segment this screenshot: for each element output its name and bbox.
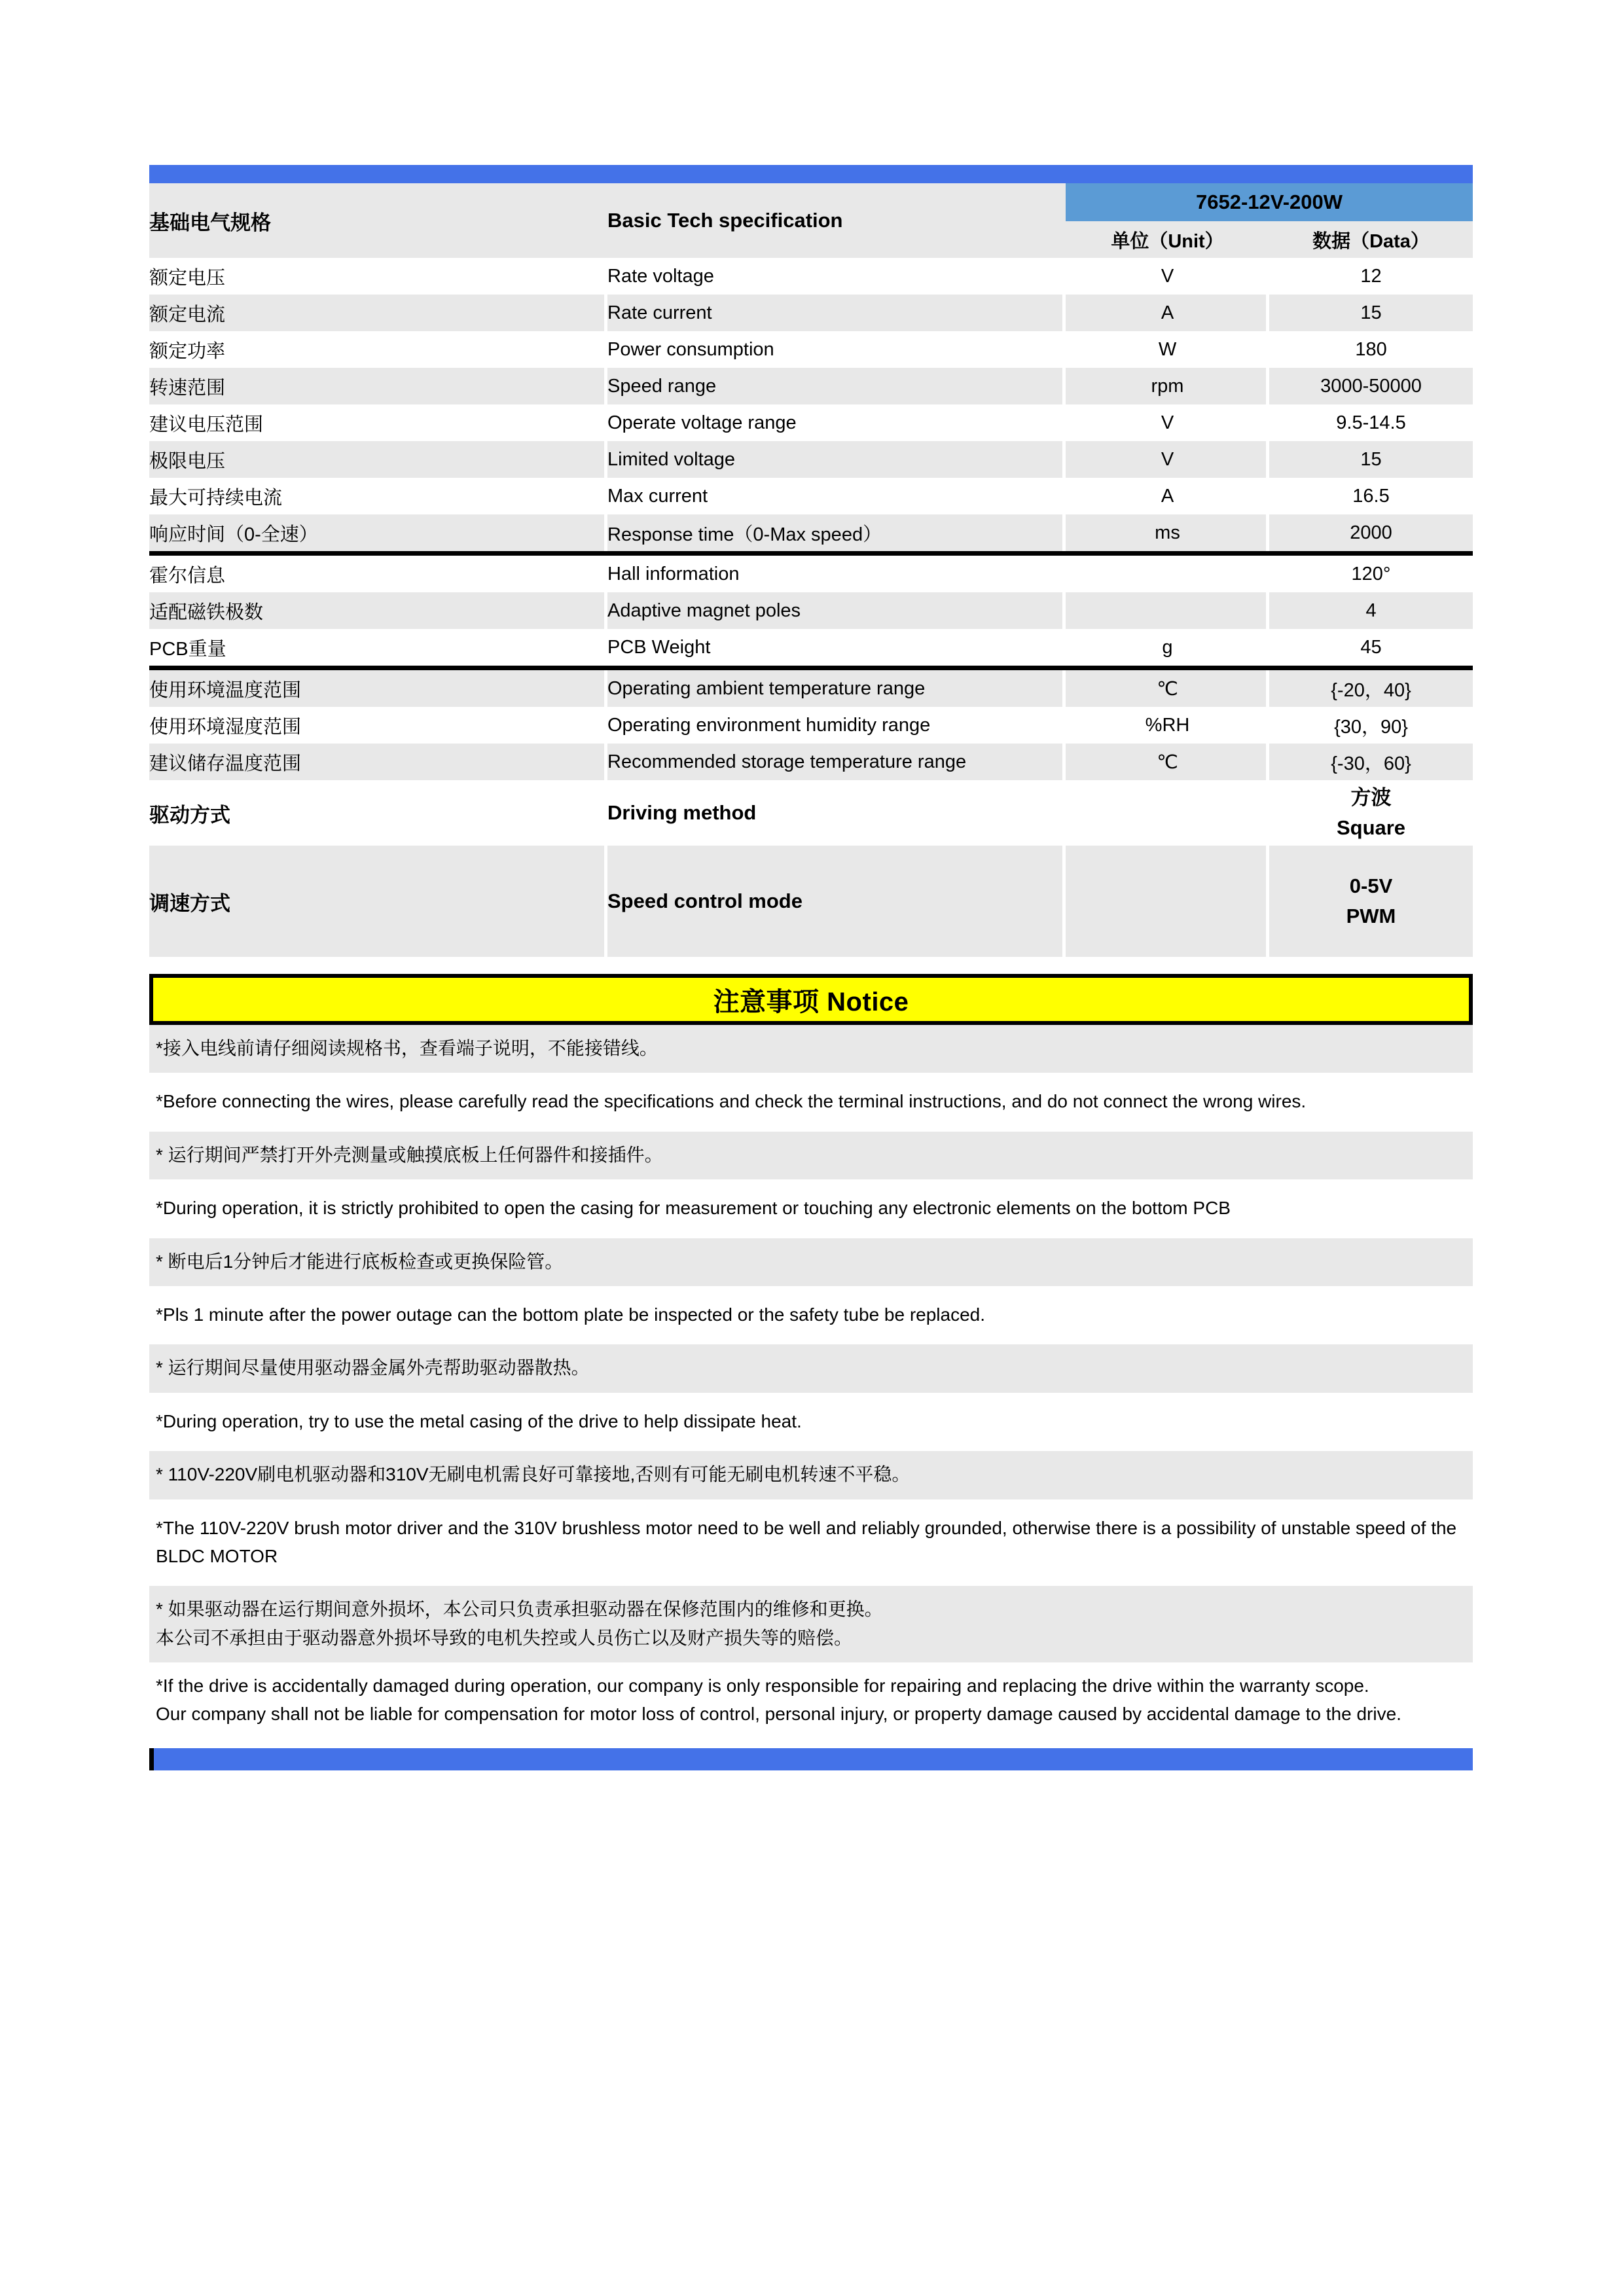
table-row [149,707,1473,744]
row-label-cn: 转速范围 [149,368,607,404]
row-unit [1066,554,1269,593]
notice-item: * 断电后1分钟后才能进行底板检查或更换保险管。 [149,1238,1473,1286]
header-unit-label: 单位（Unit） [1066,221,1269,258]
notice-item: * 110V-220V刷电机驱动器和310V无刷电机需良好可靠接地,否则有可能无刷电机转速不平稳。 [149,1451,1473,1499]
row-unit: W [1066,331,1269,368]
row-label-cn: 响应时间（0-全速） [149,514,607,554]
notice-item: *If the drive is accidentally damaged during operation, our company is only responsible for repairing and replacing the drive within the warranty scope. Our company shall not be liable for compensation for motor loss of control, personal injury, or property damage caused by accidental damage to the drive. [149,1662,1473,1739]
row-label-cn: PCB重量 [149,629,607,668]
row-data: 15 [1269,441,1473,478]
row-unit: V [1066,258,1269,295]
header-model-name: 7652-12V-200W [1066,183,1473,221]
row-label-cn: 建议储存温度范围 [149,744,607,780]
row-data: {-30，60} [1269,744,1473,780]
speed-control-unit [1066,846,1269,957]
row-label-cn: 使用环境温度范围 [149,668,607,708]
row-label-cn: 霍尔信息 [149,554,607,593]
row-data: 2000 [1269,514,1473,554]
row-label-cn: 适配磁铁极数 [149,592,607,629]
notice-item: *The 110V-220V brush motor driver and the 310V brushless motor need to be well and reliably grounded, otherwise there is a possibility of unstable speed of the BLDC MOTOR [149,1505,1473,1581]
specification-table-section [149,165,1473,957]
row-label-cn: 建议电压范围 [149,404,607,441]
speed-control-data-line2: PWM [1346,905,1396,927]
notice-item: *接入电线前请仔细阅读规格书，查看端子说明，不能接错线。 [149,1025,1473,1073]
notice-item: * 如果驱动器在运行期间意外损坏，本公司只负责承担驱动器在保修范围内的维修和更换。 本公司不承担由于驱动器意外损坏导致的电机失控或人员伤亡以及财产损失等的赔偿。 [149,1586,1473,1662]
notice-item: * 运行期间严禁打开外壳测量或触摸底板上任何器件和接插件。 [149,1132,1473,1179]
table-row [149,295,1473,331]
header-data-label: 数据（Data） [1269,221,1473,258]
row-label-cn: 使用环境湿度范围 [149,707,607,744]
notice-item: *During operation, try to use the metal casing of the drive to help dissipate heat. [149,1398,1473,1446]
header-category-cn: 基础电气规格 [149,183,607,258]
row-data: 3000-50000 [1269,368,1473,404]
table-row [149,668,1473,708]
row-label-en: Operating environment humidity range [607,707,1066,744]
row-data: {-20，40} [1269,668,1473,708]
row-data: 12 [1269,258,1473,295]
row-unit: g [1066,629,1269,668]
row-label-en: Power consumption [607,331,1066,368]
table-row [149,744,1473,780]
table-row-speed-control [149,846,1473,957]
row-unit: A [1066,295,1269,331]
speed-control-label-cn: 调速方式 [149,846,607,957]
specification-table [149,183,1473,957]
row-label-en: Max current [607,478,1066,514]
notice-list [149,1025,1473,1739]
row-label-en: Rate voltage [607,258,1066,295]
top-blue-accent-bar [149,165,1473,183]
table-row [149,404,1473,441]
driving-method-unit [1066,780,1269,846]
table-header-row [149,183,1473,221]
driving-method-label-en: Driving method [607,780,1066,846]
notice-banner [149,974,1473,1025]
driving-method-data-line1: 方波 [1350,785,1392,809]
row-label-cn: 极限电压 [149,441,607,478]
row-label-cn: 额定功率 [149,331,607,368]
row-unit [1066,592,1269,629]
speed-control-data [1269,846,1473,957]
notice-banner-title: 注意事项 Notice [713,987,909,1016]
driving-method-data-line2: Square [1336,816,1406,839]
row-unit: V [1066,441,1269,478]
notice-item: * 运行期间尽量使用驱动器金属外壳帮助驱动器散热。 [149,1344,1473,1392]
row-label-en: Hall information [607,554,1066,593]
row-label-en: Speed range [607,368,1066,404]
table-row [149,629,1473,668]
row-unit: ℃ [1066,668,1269,708]
speed-control-label-en: Speed control mode [607,846,1066,957]
row-unit: ms [1066,514,1269,554]
table-row-driving-method [149,780,1473,846]
table-row [149,258,1473,295]
table-row [149,554,1473,593]
notice-item: *Before connecting the wires, please carefully read the specifications and check the terminal instructions, and do not connect the wrong wires. [149,1078,1473,1126]
driving-method-label-cn: 驱动方式 [149,780,607,846]
row-label-en: Limited voltage [607,441,1066,478]
row-label-en: Recommended storage temperature range [607,744,1066,780]
row-data: 16.5 [1269,478,1473,514]
row-data: {30，90} [1269,707,1473,744]
row-unit: ℃ [1066,744,1269,780]
row-data: 120° [1269,554,1473,593]
notice-item: *During operation, it is strictly prohibited to open the casing for measurement or touching any electronic elements on the bottom PCB [149,1185,1473,1232]
row-data: 45 [1269,629,1473,668]
row-unit: A [1066,478,1269,514]
table-row [149,441,1473,478]
row-label-cn: 最大可持续电流 [149,478,607,514]
speed-control-data-line1: 0-5V [1349,874,1393,897]
table-row [149,592,1473,629]
row-label-cn: 额定电流 [149,295,607,331]
row-data: 15 [1269,295,1473,331]
notice-item: *Pls 1 minute after the power outage can the bottom plate be inspected or the safety tube be replaced. [149,1291,1473,1339]
row-label-en: Response time（0-Max speed） [607,514,1066,554]
row-data: 9.5-14.5 [1269,404,1473,441]
row-label-en: Adaptive magnet poles [607,592,1066,629]
row-label-en: Operating ambient temperature range [607,668,1066,708]
driving-method-data [1269,780,1473,846]
table-row [149,514,1473,554]
bottom-blue-accent-bar [149,1748,1473,1770]
row-label-en: Rate current [607,295,1066,331]
row-label-cn: 额定电压 [149,258,607,295]
row-unit: %RH [1066,707,1269,744]
table-row [149,331,1473,368]
table-row [149,478,1473,514]
row-label-en: Operate voltage range [607,404,1066,441]
row-unit: rpm [1066,368,1269,404]
row-label-en: PCB Weight [607,629,1066,668]
table-row [149,368,1473,404]
row-data: 4 [1269,592,1473,629]
row-data: 180 [1269,331,1473,368]
row-unit: V [1066,404,1269,441]
header-category-en: Basic Tech specification [607,183,1066,258]
